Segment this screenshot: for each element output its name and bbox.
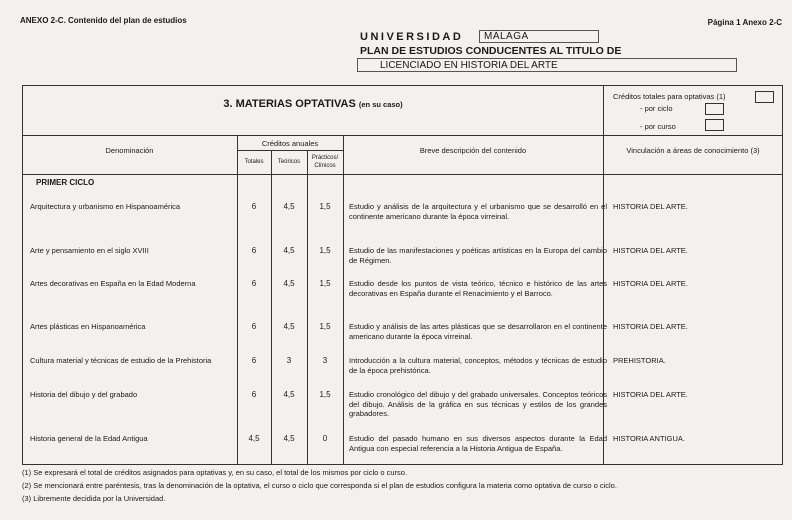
- row-area: HISTORIA DEL ARTE.: [613, 322, 688, 331]
- footnote-2: (2) Se mencionará entre paréntesis, tras la denominación de la optativa, el curso o ciclo que corresponda si el plan de estudios configura la materia como optativa de curso o ciclo.: [22, 481, 617, 490]
- table-divider: [237, 135, 238, 465]
- university-label: UNIVERSIDAD: [360, 31, 464, 43]
- plan-heading: PLAN DE ESTUDIOS CONDUCENTES AL TITULO DE: [360, 45, 622, 57]
- per-cycle-box: [705, 103, 724, 115]
- footnote-1: (1) Se expresará el total de créditos asignados para optativas y, en su caso, el total de los mismos por ciclo o curso.: [22, 468, 408, 477]
- row-description: Estudio de las manifestaciones y poéticas artísticas en la Europa del cambio de Régimen.: [349, 246, 607, 265]
- row-teoricos: 4,5: [283, 246, 295, 255]
- table-divider: [343, 135, 344, 465]
- row-area: HISTORIA DEL ARTE.: [613, 202, 688, 211]
- row-area: HISTORIA DEL ARTE.: [613, 279, 688, 288]
- table-divider: [22, 174, 783, 175]
- row-teoricos: 4,5: [283, 434, 295, 443]
- section-title: [24, 98, 602, 110]
- cycle-heading: PRIMER CICLO: [36, 178, 95, 187]
- col-practicos: Prácticos/ Clínicos: [311, 155, 339, 169]
- row-teoricos: 4,5: [283, 202, 295, 211]
- row-totales: 6: [251, 390, 257, 399]
- row-totales: 4,5: [248, 434, 260, 443]
- footnote-3: (3) Libremente decidida por la Universidad.: [22, 494, 166, 503]
- row-description: Introducción a la cultura material, conceptos, métodos y técnicas de estudio de la época prehistórica.: [349, 356, 607, 375]
- row-practicos: 1,5: [319, 322, 331, 331]
- row-description: Estudio y análisis de las artes plásticas que se desarrollaron en el continente americano durante la época virreinal.: [349, 322, 607, 341]
- row-totales: 6: [251, 279, 257, 288]
- row-area: PREHISTORIA.: [613, 356, 666, 365]
- row-practicos: 1,5: [319, 390, 331, 399]
- row-practicos: 3: [322, 356, 328, 365]
- col-denominacion: Denominación: [105, 146, 154, 155]
- row-description: Estudio cronológico del dibujo y del grabado universales. Conceptos teóricos del dibujo. Análisis de la gráfica en sus técnicas y estilos de los grandes grabadores.: [349, 390, 607, 418]
- col-totales: Totales: [244, 159, 264, 165]
- row-name: Cultura material y técnicas de estudio de la Prehistoria: [30, 356, 212, 365]
- annex-label: ANEXO 2-C. Contenido del plan de estudios: [20, 16, 187, 25]
- row-practicos: 0: [322, 434, 328, 443]
- page-number: Página 1 Anexo 2-C: [707, 18, 782, 27]
- credits-total-label: Créditos totales para optativas (1): [613, 92, 726, 101]
- per-cycle-label: - por ciclo: [640, 104, 673, 113]
- row-teoricos: 3: [286, 356, 292, 365]
- row-totales: 6: [251, 202, 257, 211]
- col-creditos: Créditos anuales: [261, 139, 319, 148]
- row-area: HISTORIA DEL ARTE.: [613, 246, 688, 255]
- row-description: Estudio y análisis de la arquitectura y el urbanismo que se desarrolló en el continente americano durante la época virreinal.: [349, 202, 607, 221]
- row-totales: 6: [251, 246, 257, 255]
- row-name: Arte y pensamiento en el siglo XVIII: [30, 246, 149, 255]
- row-description: Estudio del pasado humano en sus diversos aspectos durante la Edad Antigua con especial referencia a la Historia Antigua de España.: [349, 434, 607, 453]
- degree-title-box: LICENCIADO EN HISTORIA DEL ARTE: [357, 58, 737, 72]
- table-divider: [237, 150, 343, 151]
- col-teoricos: Teóricos: [277, 159, 301, 165]
- section-title-text: 3. MATERIAS OPTATIVAS: [223, 98, 356, 110]
- row-area: HISTORIA ANTIGUA.: [613, 434, 685, 443]
- col-vinculacion: Vinculación a áreas de conocimiento (3): [626, 146, 760, 155]
- row-name: Historia del dibujo y del grabado: [30, 390, 138, 399]
- col-descripcion: Breve descripción del contenido: [419, 146, 527, 155]
- row-practicos: 1,5: [319, 279, 331, 288]
- table-divider: [22, 135, 783, 136]
- table-divider: [271, 150, 272, 465]
- row-area: HISTORIA DEL ARTE.: [613, 390, 688, 399]
- university-value-box: MÁLAGA: [479, 30, 599, 43]
- per-course-label: - por curso: [640, 122, 676, 131]
- row-teoricos: 4,5: [283, 322, 295, 331]
- row-name: Historia general de la Edad Antigua: [30, 434, 148, 443]
- row-name: Arquitectura y urbanismo en Hispanoamérica: [30, 202, 181, 211]
- row-practicos: 1,5: [319, 202, 331, 211]
- row-practicos: 1,5: [319, 246, 331, 255]
- row-name: Artes decorativas en España en la Edad Moderna: [30, 279, 196, 288]
- section-title-note: (en su caso): [358, 100, 403, 109]
- row-teoricos: 4,5: [283, 390, 295, 399]
- row-totales: 6: [251, 322, 257, 331]
- table-divider: [307, 150, 308, 465]
- row-totales: 6: [251, 356, 257, 365]
- row-name: Artes plásticas en Hispanoamérica: [30, 322, 146, 331]
- row-description: Estudio desde los puntos de vista teórico, técnico e histórico de las artes decorativas en España durante el Renacimiento y el Barroco.: [349, 279, 607, 298]
- row-teoricos: 4,5: [283, 279, 295, 288]
- credits-total-box: [755, 91, 774, 103]
- per-course-box: [705, 119, 724, 131]
